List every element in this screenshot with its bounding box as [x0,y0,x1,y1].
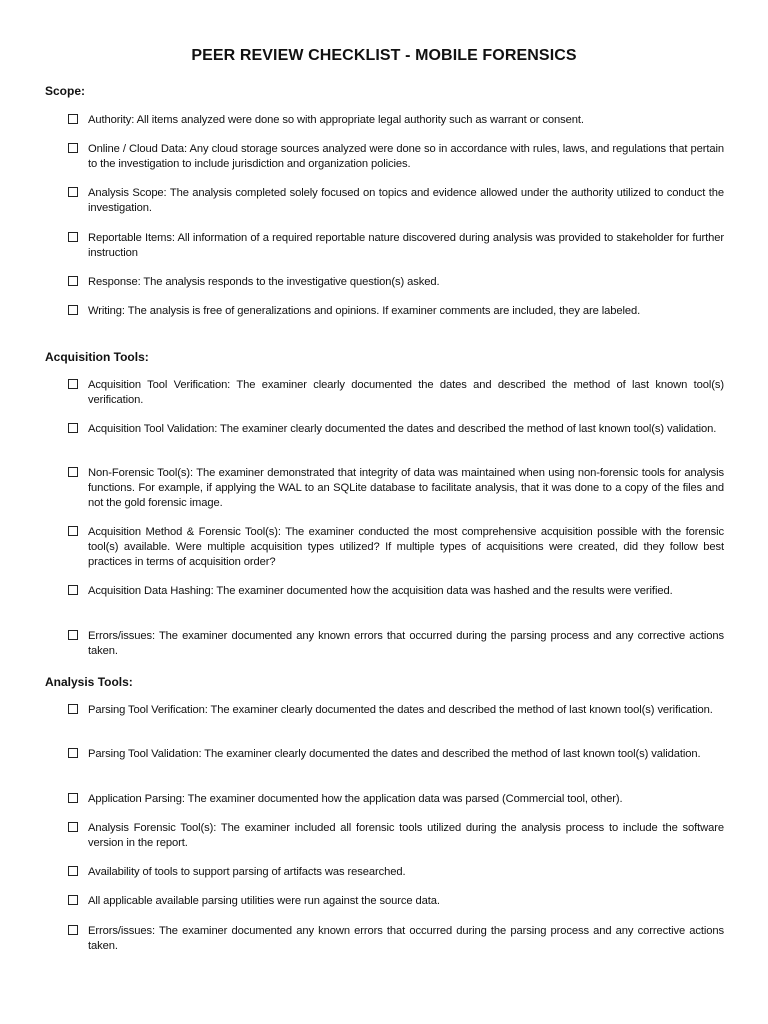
checklist-item-text: Writing: The analysis is free of generalizations and opinions. If examiner comments are included, they are labeled. [88,305,641,317]
checkbox[interactable] [68,467,78,477]
section-heading-scope: Scope: [45,84,86,98]
checkbox[interactable] [68,232,78,242]
checkbox[interactable] [68,748,78,758]
section-heading-acquisition-tools: Acquisition Tools: [45,350,149,364]
checklist-item-text: Reportable Items: All information of a required reportable nature discovered during analysis was provided to stakeholder for further instruction [88,232,724,259]
checklist-item-text: Acquisition Tool Validation: The examiner clearly documented the dates and described the method of last known tool(s) validation. [88,423,717,435]
checklist-item-text: Acquisition Method & Forensic Tool(s): The examiner conducted the most comprehensive acquisition possible with the forensic tool(s) available. Were multiple acquisition types utilized? If multiple types of acquisitions were created, did they follow best practices in terms of acquisition order? [88,526,724,568]
checklist-item-response [68,275,724,290]
checklist-item-online-cloud-data [68,142,724,172]
checklist-item-text: Authority: All items analyzed were done so with appropriate legal authority such as warrant or consent. [88,114,584,126]
checklist-item-acquisition-data-hashing [68,584,724,599]
checklist-item-text: Analysis Scope: The analysis completed solely focused on topics and evidence allowed under the authority utilized to conduct the investigation. [88,187,724,214]
checkbox[interactable] [68,895,78,905]
checklist-item-text: Analysis Forensic Tool(s): The examiner included all forensic tools utilized during the analysis process to include the software version in the report. [88,822,724,849]
checklist-item-authority [68,113,724,128]
checklist-item-text: Errors/issues: The examiner documented any known errors that occurred during the parsing process and any corrective actions taken. [88,925,724,952]
checkbox[interactable] [68,526,78,536]
checklist-item-parsing-utilities [68,894,724,909]
checkbox[interactable] [68,866,78,876]
checklist-item-parsing-tool-validation [68,747,724,762]
checklist-item-analysis-forensic-tools [68,821,724,851]
checklist-item-text: Acquisition Tool Verification: The examiner clearly documented the dates and described the method of last known tool(s) verification. [88,379,724,406]
checklist-item-text: Acquisition Data Hashing: The examiner documented how the acquisition data was hashed and the results were verified. [88,585,673,597]
checkbox[interactable] [68,423,78,433]
checkbox[interactable] [68,379,78,389]
checklist-item-acquisition-tool-verification [68,378,724,408]
checklist-item-text: Response: The analysis responds to the investigative question(s) asked. [88,276,440,288]
checklist-item-text: Online / Cloud Data: Any cloud storage sources analyzed were done so in accordance with rules, laws, and regulations that pertain to the investigation to include jurisdiction and organization policies. [88,143,724,170]
checkbox[interactable] [68,585,78,595]
checklist-item-text: Non-Forensic Tool(s): The examiner demonstrated that integrity of data was maintained when using non-forensic tools for analysis functions. For example, if applying the WAL to an SQLite database to facilitate analysis, that it was done to a copy of the files and not the gold forensic image. [88,467,724,509]
checklist-item-parsing-tool-verification [68,703,724,718]
checkbox[interactable] [68,187,78,197]
checkbox[interactable] [68,925,78,935]
checklist-item-acquisition-method [68,525,724,570]
checkbox[interactable] [68,793,78,803]
checklist-item-text: All applicable available parsing utilities were run against the source data. [88,895,440,907]
checklist-item-text: Errors/issues: The examiner documented any known errors that occurred during the parsing process and any corrective actions taken. [88,630,724,657]
checklist-item-text: Parsing Tool Validation: The examiner clearly documented the dates and described the method of last known tool(s) validation. [88,748,701,760]
checklist-item-tool-availability [68,865,724,880]
checklist-item-acquisition-tool-validation [68,422,724,437]
checklist-item-analysis-scope [68,186,724,216]
page-title: PEER REVIEW CHECKLIST - MOBILE FORENSICS [191,47,577,64]
checklist-item-text: Parsing Tool Verification: The examiner clearly documented the dates and described the method of last known tool(s) verification. [88,704,713,716]
checklist-item-text: Availability of tools to support parsing of artifacts was researched. [88,866,406,878]
checklist-item-acquisition-errors-issues [68,629,724,659]
checklist-item-writing [68,304,724,319]
checkbox[interactable] [68,630,78,640]
checklist-item-reportable-items [68,231,724,261]
checklist-item-text: Application Parsing: The examiner documented how the application data was parsed (Commercial tool, other). [88,793,623,805]
checkbox[interactable] [68,276,78,286]
checkbox[interactable] [68,704,78,714]
checkbox[interactable] [68,305,78,315]
checkbox[interactable] [68,822,78,832]
checkbox[interactable] [68,114,78,124]
section-heading-analysis-tools: Analysis Tools: [45,675,133,689]
checklist-item-non-forensic-tools [68,466,724,511]
checkbox[interactable] [68,143,78,153]
checklist-item-analysis-errors-issues [68,924,724,954]
checklist-item-application-parsing [68,792,724,807]
